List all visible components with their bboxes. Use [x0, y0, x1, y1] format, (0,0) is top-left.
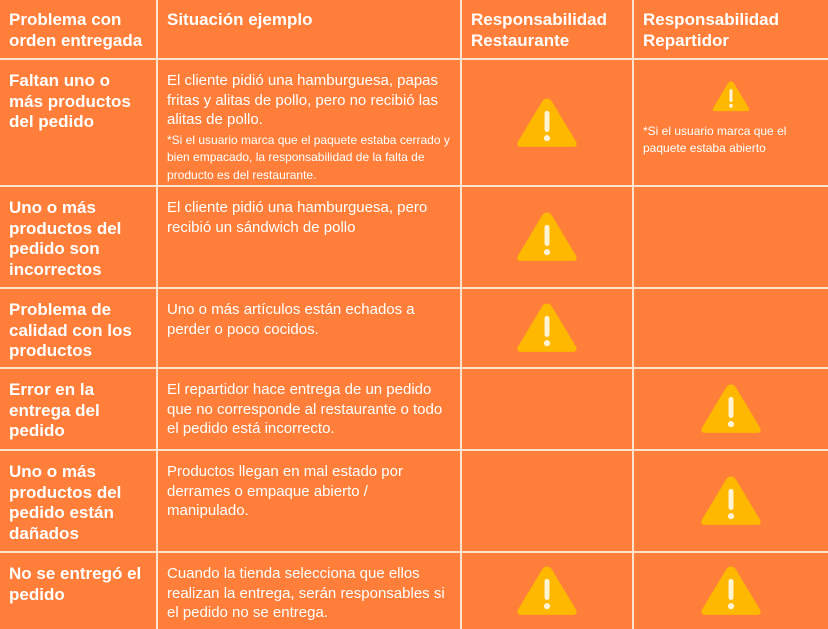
row-5-restaurant: [462, 451, 632, 551]
row-4-courier: [634, 369, 828, 449]
example-note: *Si el usuario marca que el paquete estaba cerrado y bien empacado, la responsabilidad de la falta de producto es del restaurante.: [167, 132, 450, 182]
row-3-restaurant: [462, 289, 632, 367]
row-6-courier: [634, 553, 828, 629]
courier-note: *Si el usuario marca que el paquete estaba abierto: [643, 123, 787, 156]
warning-icon: [700, 564, 762, 617]
row-5-courier: [634, 451, 828, 551]
row-5-example: Productos llegan en mal estado por derrames o empaque abierto / manipulado.: [158, 451, 460, 551]
row-1-example: [158, 60, 460, 185]
row-4-restaurant: [462, 369, 632, 449]
warning-icon: [516, 564, 578, 617]
row-4-problem: Error en la entrega del pedido: [0, 369, 156, 449]
warning-icon: [516, 210, 578, 263]
warning-icon: [700, 474, 762, 527]
row-2-problem: Uno o más productos del pedido son incorrectos: [0, 187, 156, 287]
header-example: Situación ejemplo: [158, 0, 460, 58]
row-1-problem: Faltan uno o más productos del pedido: [0, 60, 156, 185]
warning-icon: [712, 80, 750, 113]
row-6-restaurant: [462, 553, 632, 629]
row-1-restaurant: [462, 60, 632, 185]
example-text: El cliente pidió una hamburguesa, papas fritas y alitas de pollo, pero no recibió las alitas de pollo.: [167, 72, 439, 128]
warning-icon: [700, 382, 762, 435]
row-3-problem: Problema de calidad con los productos: [0, 289, 156, 367]
row-3-courier: [634, 289, 828, 367]
row-1-courier: [634, 60, 828, 185]
row-2-restaurant: [462, 187, 632, 287]
row-2-courier: [634, 187, 828, 287]
row-5-problem: Uno o más productos del pedido están dañados: [0, 451, 156, 551]
warning-icon: [516, 301, 578, 354]
row-3-example: Uno o más artículos están echados a perder o poco cocidos.: [158, 289, 460, 367]
warning-icon: [516, 96, 578, 149]
row-6-problem: No se entregó el pedido: [0, 553, 156, 629]
row-2-example: El cliente pidió una hamburguesa, pero recibió un sándwich de pollo: [158, 187, 460, 287]
header-courier: Responsabilidad Repartidor: [634, 0, 828, 58]
row-4-example: El repartidor hace entrega de un pedido que no corresponde al restaurante o todo el pedido está incorrecto.: [158, 369, 460, 449]
row-6-example: Cuando la tienda selecciona que ellos realizan la entrega, serán responsables si el pedido no se entrega.: [158, 553, 460, 629]
header-problem: Problema con orden entregada: [0, 0, 156, 58]
header-restaurant: Responsabilidad Restaurante: [462, 0, 632, 58]
